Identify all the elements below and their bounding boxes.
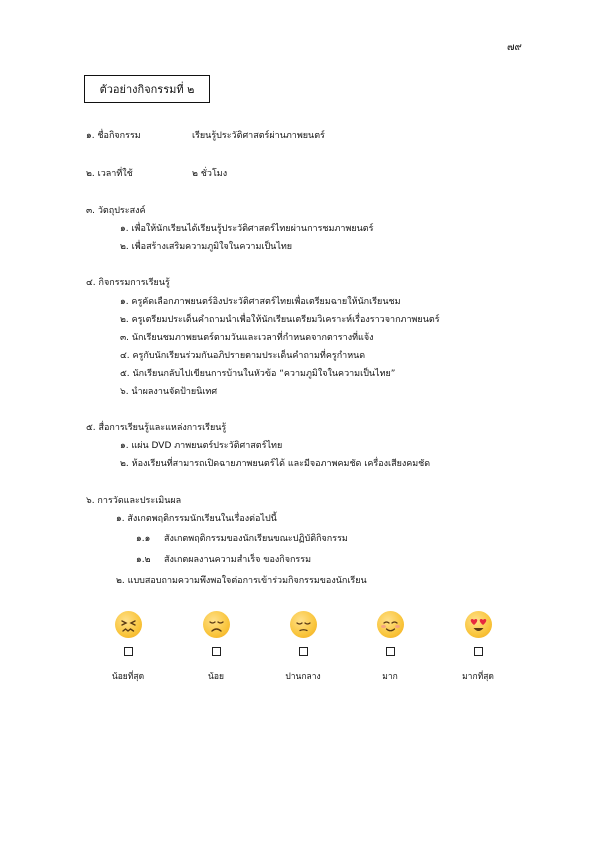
rating-checkbox-little[interactable]	[212, 647, 221, 656]
activity-item: ๑. ครูคัดเลือกภาพยนตร์อิงประวัติศาสตร์ไทยเพื่อเตรียมฉายให้นักเรียนชม	[120, 297, 401, 307]
rating-label: มากที่สุด	[462, 672, 494, 682]
activity-title: ตัวอย่างกิจกรรมที่ ๒	[99, 83, 195, 96]
rating-checkbox-least[interactable]	[124, 647, 133, 656]
section-activities-label: ๔. กิจกรรมการเรียนรู้	[86, 278, 170, 288]
activity-item: ๒. ครูเตรียมประเด็นคำถามนำเพื่อให้นักเรียนเตรียมวิเคราะห์เรื่องราวจากภาพยนตร์	[120, 315, 440, 325]
disappointed-face-icon	[203, 611, 230, 638]
rating-label: น้อยที่สุด	[111, 672, 145, 682]
section-name-label: ๑. ชื่อกิจกรรม	[86, 131, 141, 141]
rating-label: มาก	[382, 672, 398, 682]
confounded-face-icon	[115, 611, 142, 638]
activity-item: ๖. นำผลงานจัดป้ายนิเทศ	[120, 387, 218, 397]
rating-checkbox-most[interactable]	[474, 647, 483, 656]
rating-label: น้อย	[208, 672, 224, 682]
pensive-face-icon	[290, 611, 317, 638]
section-objectives-label: ๓. วัตถุประสงค์	[86, 206, 146, 216]
evaluation-subitem-number: ๑.๒	[136, 555, 151, 565]
rating-label: ปานกลาง	[285, 672, 321, 682]
activity-item: ๓. นักเรียนชมภาพยนตร์ตามวันและเวลาที่กำหนดจากตารางที่แจ้ง	[120, 333, 374, 343]
heart-eyes-face-icon	[465, 611, 492, 638]
objective-item: ๒. เพื่อสร้างเสริมความภูมิใจในความเป็นไทย	[120, 242, 293, 252]
rating-checkbox-moderate[interactable]	[299, 647, 308, 656]
evaluation-observe: ๑. สังเกตพฤติกรรมนักเรียนในเรื่องต่อไปนี้	[116, 514, 277, 524]
section-time-label: ๒. เวลาที่ใช้	[86, 169, 133, 179]
activity-item: ๕. นักเรียนกลับไปเขียนการบ้านในหัวข้อ “ความภูมิใจในความเป็นไทย”	[120, 369, 396, 379]
smiling-face-icon	[377, 611, 404, 638]
page-number: ๗๙	[507, 42, 522, 53]
section-media-label: ๕. สื่อการเรียนรู้และแหล่งการเรียนรู้	[86, 423, 227, 433]
evaluation-subitem-text: สังเกตพฤติกรรมของนักเรียนขณะปฏิบัติกิจกรรม	[164, 534, 348, 544]
activity-item: ๔. ครูกับนักเรียนร่วมกันอภิปรายตามประเด็นคำถามที่ครูกำหนด	[120, 351, 366, 361]
evaluation-subitem-number: ๑.๑	[136, 534, 151, 544]
media-item: ๒. ห้องเรียนที่สามารถเปิดฉายภาพยนตร์ได้ และมีจอภาพคมชัด เครื่องเสียงคมชัด	[120, 459, 431, 469]
evaluation-subitem-text: สังเกตผลงานความสำเร็จ ของกิจกรรม	[164, 555, 312, 565]
evaluation-survey: ๒. แบบสอบถามความพึงพอใจต่อการเข้าร่วมกิจกรรมของนักเรียน	[116, 576, 367, 586]
rating-checkbox-much[interactable]	[386, 647, 395, 656]
section-time-value: ๒ ชั่วโมง	[192, 169, 228, 179]
activity-title-box	[84, 75, 210, 103]
media-item: ๑. แผ่น DVD ภาพยนตร์ประวัติศาสตร์ไทย	[120, 441, 283, 451]
section-evaluation-label: ๖. การวัดและประเมินผล	[86, 496, 182, 506]
objective-item: ๑. เพื่อให้นักเรียนได้เรียนรู้ประวัติศาสตร์ไทยผ่านการชมภาพยนตร์	[120, 224, 374, 234]
section-name-value: เรียนรู้ประวัติศาสตร์ผ่านภาพยนตร์	[192, 131, 325, 141]
